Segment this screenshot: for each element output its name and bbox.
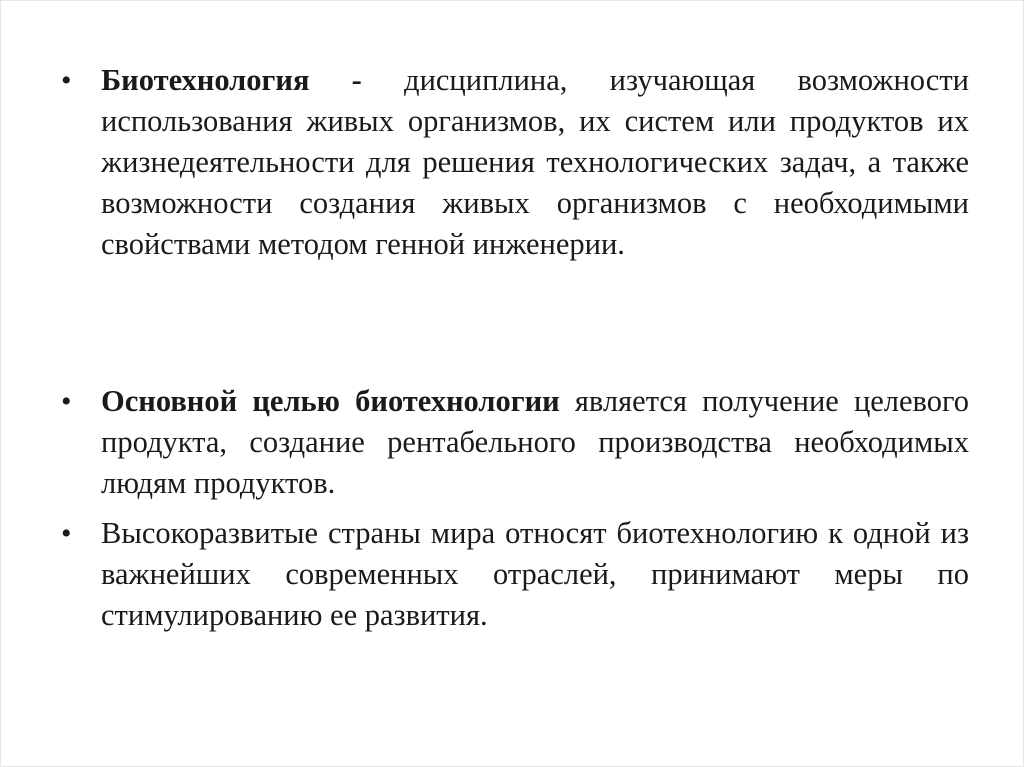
- bullet-dot: •: [61, 517, 72, 550]
- bullet-item-countries: [61, 513, 969, 636]
- bullet-text: [101, 381, 969, 504]
- bullet-item-goal: [61, 381, 969, 504]
- bullet-body: является получение целевого продукта, создание рентабельного производства необходимых людям продуктов.: [101, 384, 970, 500]
- bullet-term: Биотехнология -: [101, 63, 362, 97]
- bullet-term: Основной целью биотехнологии: [101, 384, 560, 418]
- bullet-dot: •: [61, 385, 72, 418]
- bullet-text: [101, 513, 969, 636]
- bullet-text: [101, 60, 969, 265]
- bullet-item-definition: [61, 60, 969, 265]
- bullet-body: дисциплина, изучающая возможности использования живых организмов, их систем или продуктов их жизнедеятельности для решения технологических задач, а также возможности создания живых организмов с необходимыми свойствами методом генной инженерии.: [101, 63, 969, 261]
- bullet-dot: •: [61, 64, 72, 97]
- bullet-body: Высокоразвитые страны мира относят биотехнологию к одной из важнейших современных отраслей, принимают меры по стимулированию ее развития.: [101, 516, 969, 632]
